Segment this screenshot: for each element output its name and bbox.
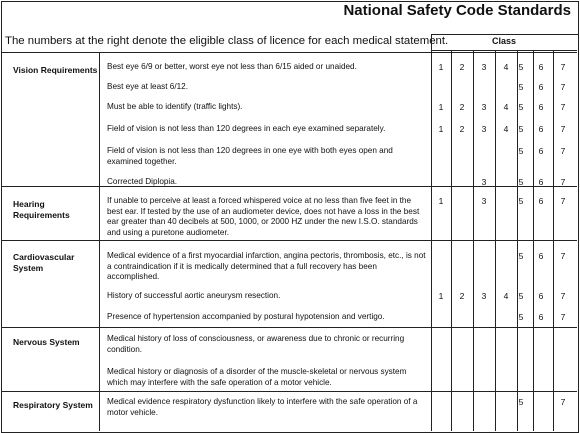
class-cell: 3	[481, 102, 487, 112]
section-divider	[1, 240, 577, 241]
class-cell: 3	[481, 124, 487, 134]
statement-text: Field of vision is not less than 120 degrees in each eye examined separately.	[107, 124, 386, 133]
class-cell: 5	[518, 102, 524, 112]
category-label: Nervous System	[13, 337, 80, 347]
class-cell: 7	[560, 397, 566, 407]
category-label: Cardiovascular System	[13, 252, 75, 273]
statement-text: Medical evidence respiratory dysfunction likely to interfere with the safe operation of a motor vehicle.	[107, 397, 418, 417]
statement-text: History of successful aortic aneurysm resection.	[107, 291, 281, 300]
class-cell: 3	[481, 291, 487, 301]
class-cell: 4	[503, 102, 509, 112]
class-cell: 5	[518, 146, 524, 156]
statement-text: Presence of hypertension accompanied by postural hypotension and vertigo.	[107, 312, 385, 321]
class-cell: 2	[459, 291, 465, 301]
class-cell: 5	[518, 291, 524, 301]
class-cell: 6	[538, 146, 544, 156]
class-cell: 1	[438, 196, 444, 206]
class-cell: 5	[518, 397, 524, 407]
class-cell: 6	[538, 251, 544, 261]
class-cell: 6	[538, 312, 544, 322]
category-label: Respiratory System	[13, 400, 93, 410]
class-cell: 7	[560, 196, 566, 206]
section-divider	[1, 52, 577, 53]
class-cell: 6	[538, 82, 544, 92]
class-header: Class	[491, 36, 517, 46]
class-cell: 1	[438, 62, 444, 72]
class-cell: 2	[459, 102, 465, 112]
class-cell: 5	[518, 251, 524, 261]
class-cell: 4	[503, 124, 509, 134]
section-divider	[1, 391, 577, 392]
class-cell: 7	[560, 82, 566, 92]
class-cell: 5	[518, 82, 524, 92]
statement-text: Corrected Diplopia.	[107, 177, 178, 186]
class-cell: 6	[538, 291, 544, 301]
class-cell: 2	[459, 62, 465, 72]
statement-text: Best eye 6/9 or better, worst eye not less than 6/15 aided or unaided.	[107, 62, 357, 71]
category-column-divider	[99, 52, 100, 431]
statement-text: Best eye at least 6/12.	[107, 82, 189, 91]
class-cell: 6	[538, 62, 544, 72]
class-cell: 2	[459, 124, 465, 134]
class-cell: 7	[560, 177, 566, 187]
statement-text: Medical evidence of a first myocardial infarction, angina pectoris, thrombosis, etc., is not a contraindication if it is medically determined that a full recovery has been accomplished.	[107, 251, 426, 281]
class-cell: 7	[560, 291, 566, 301]
statement-text: Medical history or diagnosis of a disorder of the muscle-skeletal or nervous system which may interfere with the safe operation of a motor vehicle.	[107, 367, 407, 387]
class-cell: 7	[560, 102, 566, 112]
class-header-underline	[431, 50, 577, 51]
page-subtitle: The numbers at the right denote the eligible class of licence for each medical statement.	[5, 35, 449, 47]
class-column-divider	[431, 34, 432, 431]
page-title: National Safety Code Standards	[343, 2, 571, 19]
class-cell: 3	[481, 196, 487, 206]
class-cell: 7	[560, 312, 566, 322]
category-label: Hearing Requirements	[13, 199, 70, 220]
class-cell: 5	[518, 312, 524, 322]
statement-text: Field of vision is not less than 120 degrees in one eye with both eyes open and examined together.	[107, 146, 393, 166]
class-cell: 7	[560, 146, 566, 156]
class-cell: 6	[538, 196, 544, 206]
class-cell: 5	[518, 196, 524, 206]
class-cell: 4	[503, 62, 509, 72]
class-cell: 5	[518, 62, 524, 72]
class-cell: 1	[438, 291, 444, 301]
class-cell: 1	[438, 102, 444, 112]
class-cell: 6	[538, 102, 544, 112]
class-cell: 1	[438, 124, 444, 134]
statement-text: Medical history of loss of consciousness, or awareness due to chronic or recurring condition.	[107, 334, 405, 354]
class-cell: 6	[538, 124, 544, 134]
class-cell: 4	[503, 291, 509, 301]
class-cell: 7	[560, 251, 566, 261]
class-cell: 6	[538, 177, 544, 187]
class-cell: 7	[560, 62, 566, 72]
statement-text: If unable to perceive at least a forced whispered voice at no less than five feet in the best ear. If tested by the use of an audiometer device, does not have a loss in the best ear greater than 40 decibels at 500, 1000, or 2000 HZ under the new I.S.O. standards and using a puretone audiometer.	[107, 196, 420, 237]
statement-text: Must be able to identify (traffic lights).	[107, 102, 243, 111]
section-divider	[1, 327, 577, 328]
class-cell: 5	[518, 124, 524, 134]
class-cell: 3	[481, 177, 487, 187]
category-label: Vision Requirements	[13, 65, 98, 75]
class-cell: 7	[560, 124, 566, 134]
class-cell: 5	[518, 177, 524, 187]
class-cell: 3	[481, 62, 487, 72]
